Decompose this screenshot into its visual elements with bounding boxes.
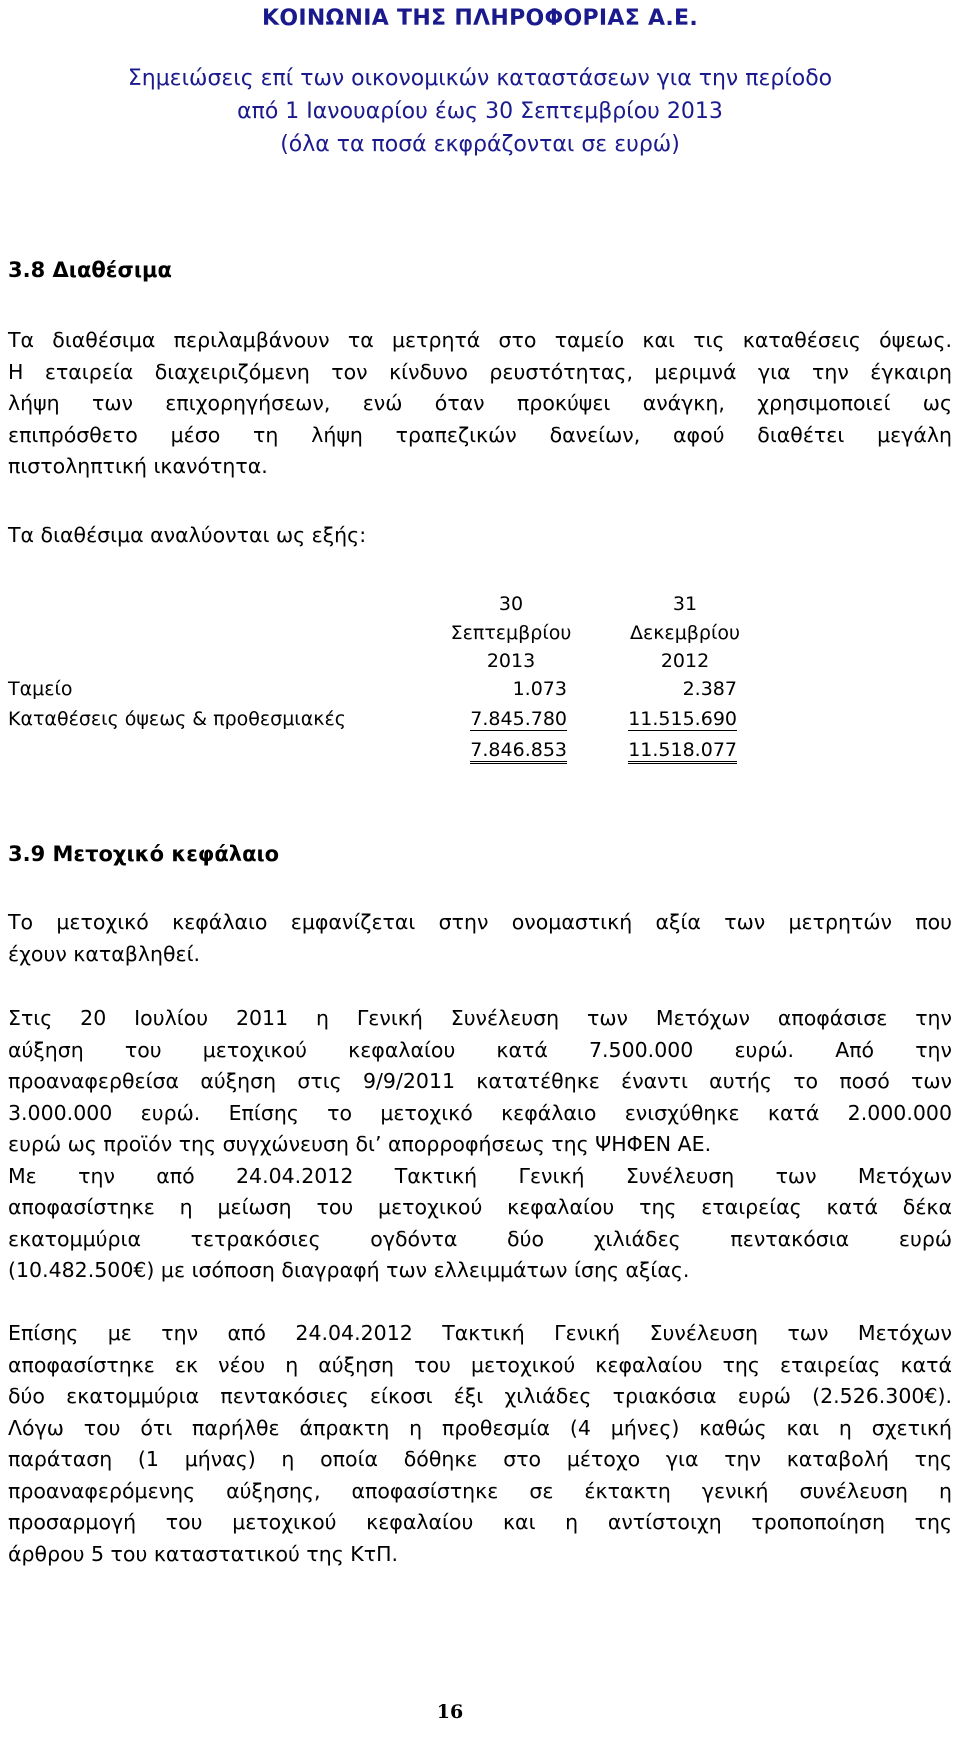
text-line: Το μετοχικό κεφάλαιο εμφανίζεται στην ονομαστική αξία των μετρητών που	[8, 910, 952, 934]
text-line: παράταση (1 μήνας) η οποία δόθηκε στο μέτοχο για την καταβολή της	[8, 1447, 952, 1471]
text-line: λήψη των επιχορηγήσεων, ενώ όταν προκύψει ανάγκη, χρησιμοποιεί ως	[8, 391, 952, 415]
table-total-2013: 7.846.853	[470, 739, 567, 764]
text-line: επιπρόσθετο μέσο τη λήψη τραπεζικών δανείων, αφού διαθέτει μεγάλη	[8, 422, 952, 447]
header-month: Σεπτεμβρίου	[450, 621, 572, 644]
subtitle-line: από 1 Ιανουαρίου έως 30 Σεπτεμβρίου 2013	[237, 99, 723, 124]
text-line: άρθρου 5 του καταστατικού της ΚτΠ.	[8, 1541, 399, 1566]
subtitle-line: Σημειώσεις επί των οικονομικών καταστάσεων για την περίοδο	[127, 66, 833, 91]
section-heading-cash: 3.8 Διαθέσιμα	[8, 258, 172, 282]
table-cell-2012: 11.515.690	[628, 708, 737, 730]
table-row-label: Ταμείο	[8, 678, 73, 700]
table-cell-2012: 2.387	[682, 678, 737, 700]
analysis-intro	[8, 520, 952, 552]
header-day: 30	[498, 593, 524, 615]
text-line: ευρώ ως προϊόν της συγχώνευση δι’ απορροφήσεως της ΨΗΦΕΝ ΑΕ.	[8, 1132, 712, 1156]
company-title: ΚΟΙΝΩΝΙΑ ΤΗΣ ΠΛΗΡΟΦΟΡΙΑΣ Α.Ε.	[261, 6, 698, 31]
header-month: Δεκεμβρίου	[629, 621, 741, 644]
share-capital-increase-paragraph	[8, 1318, 952, 1570]
text-line: προσαρμογή του μετοχικού κεφαλαίου και η αντίστοιχη τροποποίηση της	[8, 1510, 952, 1534]
table-row-label: Καταθέσεις όψεως & προθεσμιακές	[8, 708, 346, 730]
table-cell-2013: 7.845.780	[470, 708, 567, 730]
text-line: αποφασίστηκε εκ νέου η αύξηση του μετοχικού κεφαλαίου της εταιρείας κατά	[8, 1352, 952, 1377]
text-line: έχουν καταβληθεί.	[8, 941, 201, 966]
page-number: 16	[436, 1701, 464, 1723]
text-line: Τα διαθέσιμα αναλύονται ως εξής:	[8, 523, 367, 547]
text-line: δύο εκατομμύρια πεντακόσιες είκοσι έξι χιλιάδες τριακόσια ευρώ (2.526.300€).	[8, 1384, 952, 1408]
text-line: αποφασίστηκε η μείωση του μετοχικού κεφαλαίου της εταιρείας κατά δέκα	[8, 1195, 952, 1219]
text-line: Επίσης με την από 24.04.2012 Τακτική Γενική Συνέλευση των Μετόχων	[8, 1321, 952, 1345]
text-line: Η εταιρεία διαχειριζόμενη τον κίνδυνο ρευστότητας, μεριμνά για την έγκαιρη	[8, 359, 952, 384]
share-capital-intro-paragraph	[8, 907, 952, 970]
text-line: Στις 20 Ιουλίου 2011 η Γενική Συνέλευση των Μετόχων αποφάσισε την	[8, 1006, 952, 1030]
text-line: πιστοληπτική ικανότητα.	[8, 454, 268, 478]
text-line: Τα διαθέσιμα περιλαμβάνουν τα μετρητά στο ταμείο και τις καταθέσεις όψεως.	[8, 328, 952, 352]
share-capital-history-paragraph	[8, 1003, 952, 1287]
text-line: εκατομμύρια τετρακόσιες ογδόντα δύο χιλιάδες πεντακόσια ευρώ	[8, 1226, 952, 1251]
header-year: 2012	[660, 650, 710, 672]
header-day: 31	[672, 593, 698, 615]
text-line: 3.000.000 ευρώ. Επίσης το μετοχικό κεφάλαιο ενισχύθηκε κατά 2.000.000	[8, 1100, 952, 1125]
text-line: προαναφερόμενης αύξησης, αποφασίστηκε σε έκτακτη γενική συνέλευση η	[8, 1478, 952, 1503]
header-year: 2013	[486, 650, 536, 672]
text-line: Με την από 24.04.2012 Τακτική Γενική Συνέλευση των Μετόχων	[8, 1163, 952, 1188]
section-heading-share-capital: 3.9 Μετοχικό κεφάλαιο	[8, 842, 280, 866]
cash-description-paragraph	[8, 325, 952, 483]
text-line: (10.482.500€) με ισόποση διαγραφή των ελλειμμάτων ίσης αξίας.	[8, 1258, 690, 1282]
text-line: προαναφερθείσα αύξηση στις 9/9/2011 κατατέθηκε έναντι αυτής το ποσό των	[8, 1069, 952, 1093]
table-cell-2013: 1.073	[512, 678, 567, 700]
text-line: Λόγω του ότι παρήλθε άπρακτη η προθεσμία (4 μήνες) καθώς και η σχετική	[8, 1415, 952, 1440]
table-total-2012: 11.518.077	[628, 739, 737, 764]
column-header-2013	[426, 590, 596, 676]
document-subtitle	[0, 62, 960, 161]
column-header-2012	[600, 590, 770, 676]
subtitle-line: (όλα τα ποσά εκφράζονται σε ευρώ)	[280, 132, 680, 157]
text-line: αύξηση του μετοχικού κεφαλαίου κατά 7.500.000 ευρώ. Από την	[8, 1037, 952, 1062]
